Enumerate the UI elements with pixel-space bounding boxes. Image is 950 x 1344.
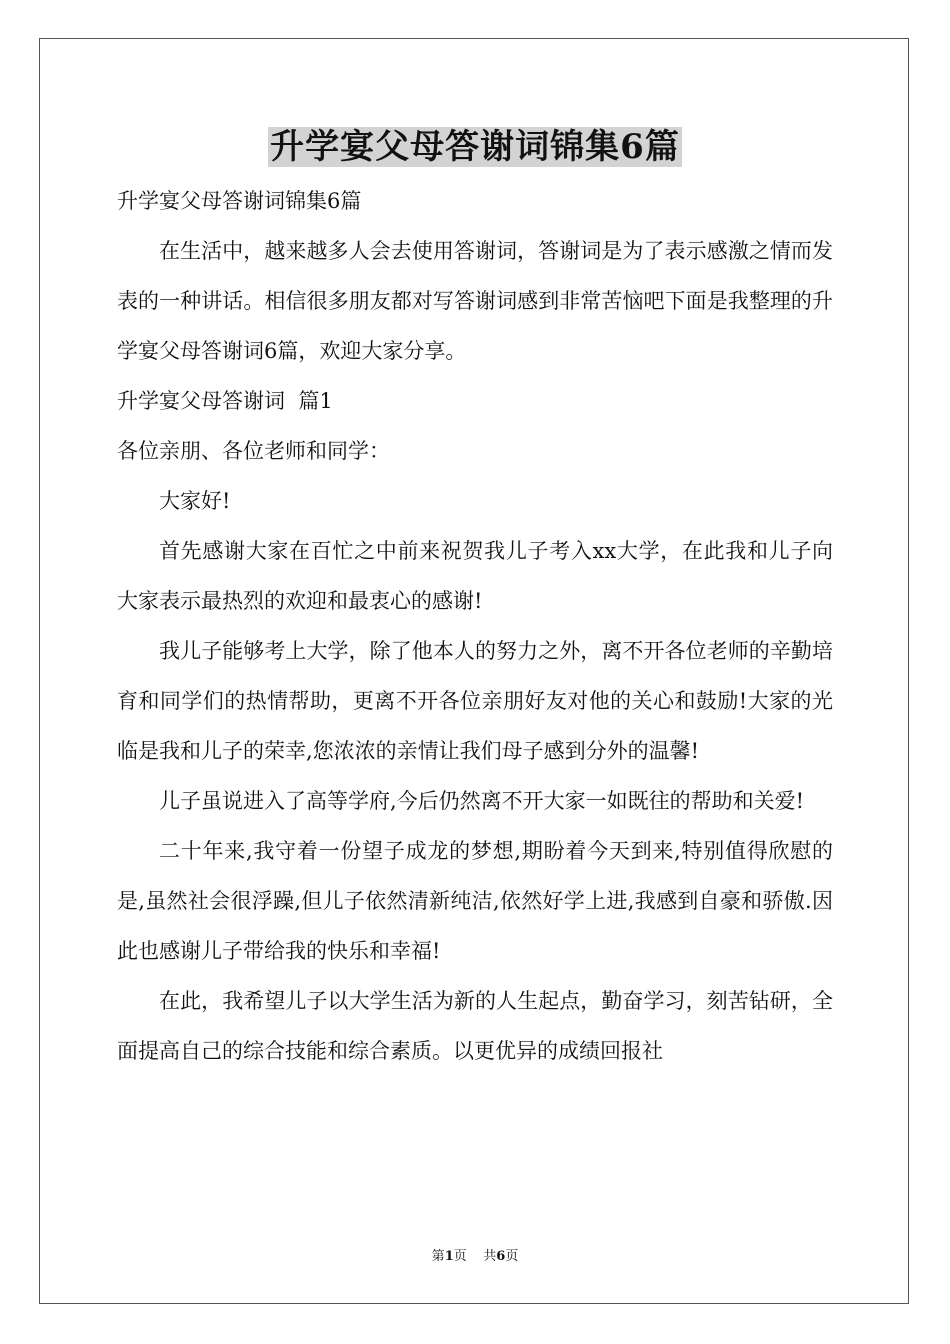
- section-heading: 升学宴父母答谢词 篇1: [117, 389, 333, 413]
- document-body: [117, 176, 833, 1076]
- salutation: 各位亲朋、各位老师和同学：: [117, 439, 390, 463]
- document-title-block: [0, 124, 950, 170]
- footer-suffix: 页: [505, 1249, 519, 1264]
- paragraph: 儿子虽说进入了高等学府,今后仍然离不开大家一如既往的帮助和关爱!: [159, 789, 805, 813]
- paragraph: 升学宴父母答谢词锦集6篇: [117, 189, 362, 213]
- paragraph: 我儿子能够考上大学，除了他本人的努力之外，离不开各位老师的辛勤培育和同学们的热情帮助，更离不开各位亲朋好友对他的关心和鼓励!大家的光临是我和儿子的荣幸,您浓浓的亲情让我们母子感到分外的温馨!: [117, 639, 833, 763]
- paragraph: 在此，我希望儿子以大学生活为新的人生起点，勤奋学习，刻苦钻研，全面提高自己的综合技能和综合素质。以更优异的成绩回报社: [117, 989, 833, 1063]
- footer-page-number: 1: [444, 1249, 454, 1264]
- paragraph: 首先感谢大家在百忙之中前来祝贺我儿子考入xx大学，在此我和儿子向大家表示最热烈的欢迎和最衷心的感谢!: [117, 539, 833, 613]
- document-title: 升学宴父母答谢词锦集6篇: [270, 127, 680, 167]
- paragraph: 大家好!: [159, 489, 231, 513]
- footer-prefix: 第: [431, 1249, 445, 1264]
- paragraph: 在生活中，越来越多人会去使用答谢词，答谢词是为了表示感激之情而发表的一种讲话。相信很多朋友都对写答谢词感到非常苦恼吧下面是我整理的升学宴父母答谢词6篇，欢迎大家分享。: [117, 239, 833, 363]
- footer-middle: 页 共: [453, 1249, 497, 1264]
- footer-total-pages: 6: [496, 1249, 506, 1264]
- page-footer: [0, 1248, 950, 1266]
- paragraph: 二十年来,我守着一份望子成龙的梦想,期盼着今天到来,特别值得欣慰的是,虽然社会很浮躁,但儿子依然清新纯洁,依然好学上进,我感到自豪和骄傲.因此也感谢儿子带给我的快乐和幸福!: [117, 839, 833, 963]
